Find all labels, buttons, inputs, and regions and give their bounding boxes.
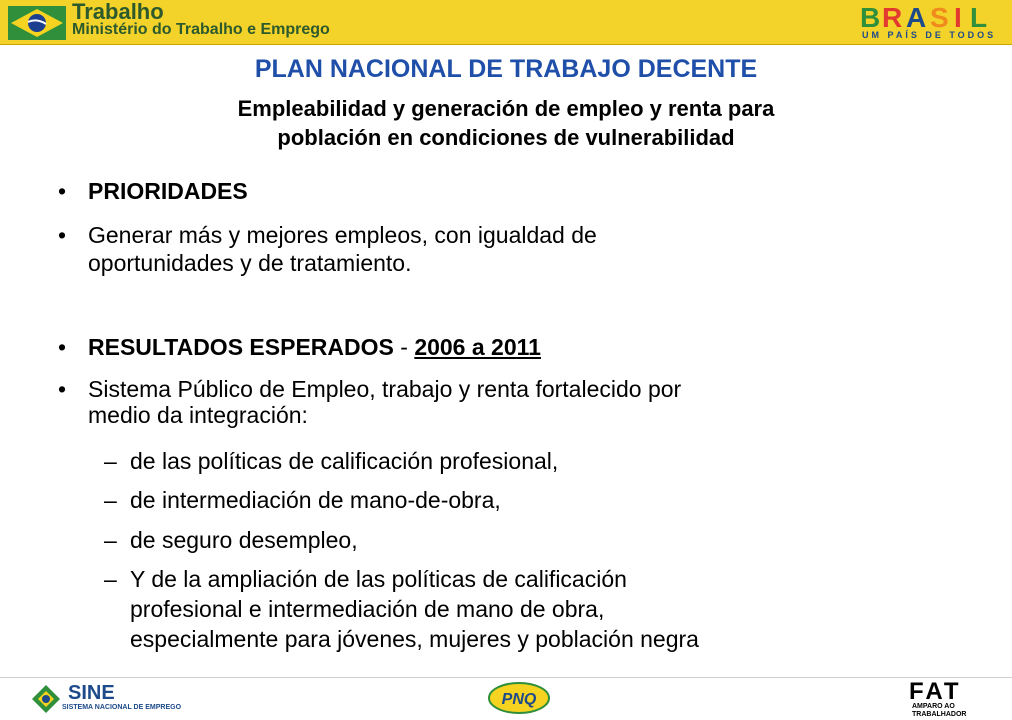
- pnq-logo-text: PNQ: [501, 691, 537, 708]
- results-period: 2006 a 2011: [414, 334, 541, 360]
- priorities-text-line-2: oportunidades y de tratamiento.: [88, 250, 412, 276]
- results-heading-line: [88, 334, 541, 360]
- dash-icon: –: [104, 566, 117, 592]
- slide-subtitle: [0, 94, 1012, 152]
- results-last-item-line-3: especialmente para jóvenes, mujeres y población negra: [130, 626, 699, 652]
- dash-icon: –: [104, 448, 117, 474]
- sine-title: SINE: [68, 682, 115, 704]
- slide-title: PLAN NACIONAL DE TRABAJO DECENTE: [254, 55, 758, 83]
- results-heading: RESULTADOS ESPERADOS: [88, 334, 394, 360]
- svg-text:B: B: [860, 2, 881, 30]
- subtitle-line-2: población en condiciones de vulnerabilidad: [277, 125, 735, 150]
- priorities-heading: PRIORIDADES: [88, 178, 248, 204]
- results-item: de seguro desempleo,: [130, 527, 358, 553]
- dash-icon: –: [104, 527, 117, 553]
- sine-logo-icon: [30, 683, 62, 715]
- results-text-line-1: Sistema Público de Empleo, trabajo y renta fortalecido por: [88, 376, 682, 402]
- ministry-title: Trabalho: [72, 0, 164, 24]
- svg-text:L: L: [970, 2, 988, 30]
- ministry-subtitle: Ministério do Trabalho e Emprego: [72, 21, 330, 38]
- dash-icon: –: [104, 487, 117, 513]
- fat-subtitle: AMPARO AO TRABALHADOR: [912, 703, 967, 718]
- subtitle-line-1: Empleabilidad y generación de empleo y renta para: [237, 96, 775, 121]
- results-item: de las políticas de calificación profesional,: [130, 448, 559, 474]
- svg-text:R: R: [882, 2, 903, 30]
- bullet-icon: •: [58, 334, 67, 360]
- results-last-item-line-2: profesional e intermediación de mano de obra,: [130, 596, 605, 622]
- pnq-logo: [486, 680, 552, 716]
- sine-subtitle: SISTEMA NACIONAL DE EMPREGO: [62, 704, 182, 711]
- header-banner: [0, 0, 1012, 45]
- svg-text:I: I: [954, 2, 962, 30]
- footer-divider: [0, 677, 1012, 678]
- fat-title: FAT: [909, 678, 962, 705]
- results-item: de intermediación de mano-de-obra,: [130, 487, 501, 513]
- results-text-line-2: medio da integración:: [88, 402, 308, 428]
- brasil-logo: [858, 2, 1006, 30]
- bullet-icon: •: [58, 222, 67, 248]
- brasil-tagline: UM PAÍS DE TODOS: [862, 30, 997, 40]
- results-separator: -: [393, 334, 415, 360]
- bullet-icon: •: [58, 376, 67, 402]
- bullet-icon: •: [58, 178, 67, 204]
- brazil-flag-icon: [8, 6, 66, 40]
- svg-text:S: S: [930, 2, 949, 30]
- svg-text:A: A: [906, 2, 927, 30]
- results-last-item-line-1: Y de la ampliación de las políticas de calificación: [130, 566, 627, 592]
- priorities-text-line-1: Generar más y mejores empleos, con igualdad de: [88, 222, 597, 248]
